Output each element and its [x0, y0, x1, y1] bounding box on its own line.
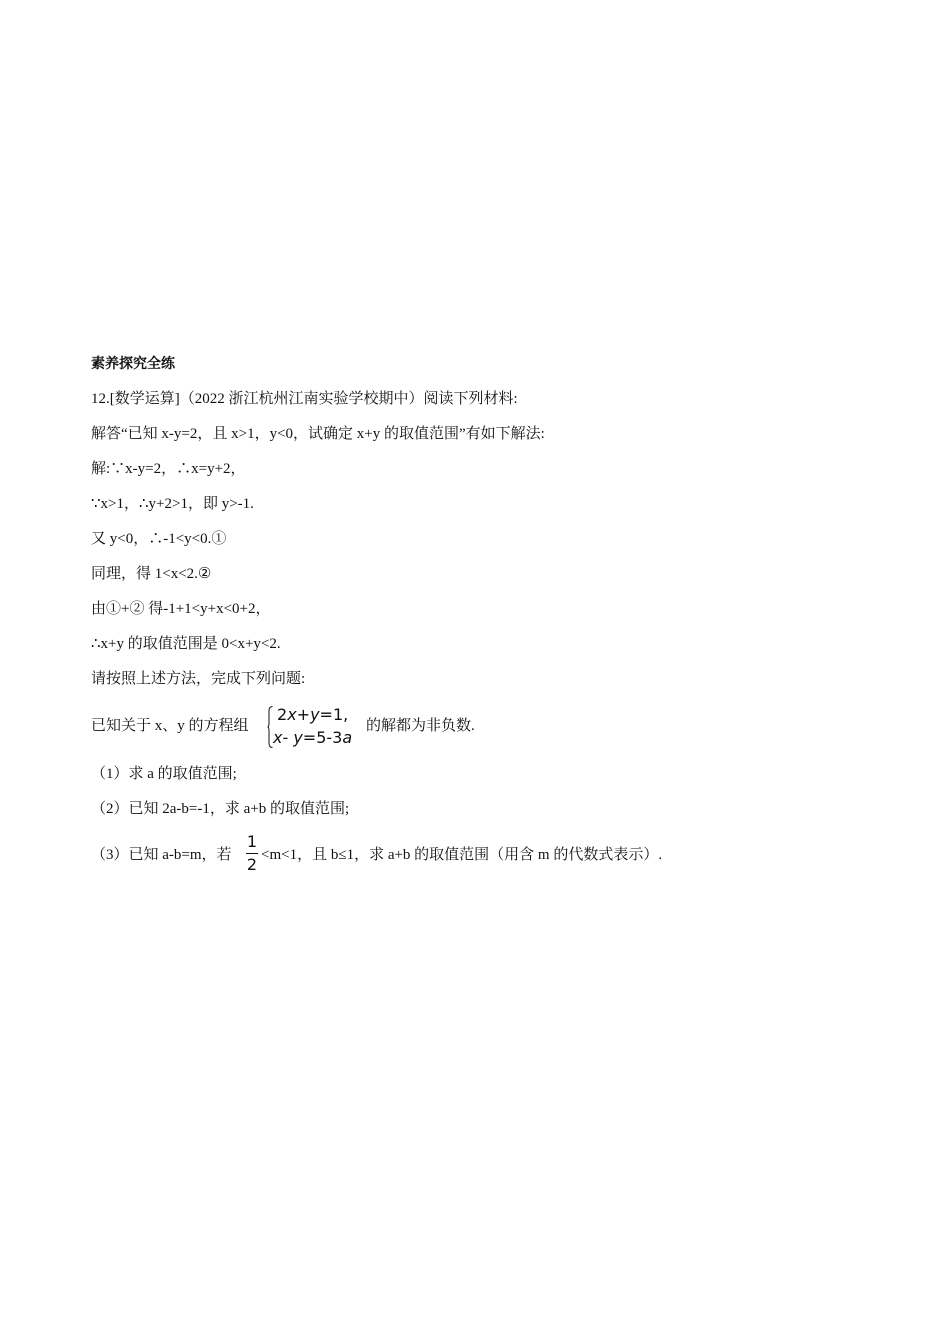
problem-intro: 12.[数学运算]（2022 浙江杭州江南实验学校期中）阅读下列材料: [91, 391, 518, 407]
solution-line: ∴x+y 的取值范围是 0<x+y<2. [91, 636, 281, 652]
equation-2: x- y=5-3a [273, 728, 353, 747]
question-3-prefix: （3）已知 a-b=m，若 [91, 847, 232, 863]
question-1: （1）求 a 的取值范围; [91, 766, 237, 782]
solution-line: 由①+② 得-1+1<y+x<0+2， [91, 601, 271, 617]
solution-line: 又 y<0，∴-1<y<0.① [91, 531, 227, 547]
section-heading: 素养探究全练 [91, 356, 175, 372]
system-suffix: 的解都为非负数. [366, 718, 475, 734]
system-prefix: 已知关于 x、y 的方程组 [91, 718, 249, 734]
question-3-suffix: <m<1，且 b≤1，求 a+b 的取值范围（用含 m 的代数式表示）. [261, 847, 663, 863]
solution-line: 同理，得 1<x<2.② [91, 566, 212, 582]
solution-line: 解答“已知 x-y=2，且 x>1，y<0，试确定 x+y 的取值范围”有如下解法: [91, 426, 545, 442]
equation-1: 2x+y=1, [277, 705, 349, 724]
solution-line: ∵x>1，∴y+2>1，即 y>-1. [91, 496, 254, 512]
instruction-line: 请按照上述方法，完成下列问题: [91, 671, 306, 687]
solution-line: 解:∵x-y=2，∴x=y+2， [91, 461, 246, 477]
question-2: （2）已知 2a-b=-1，求 a+b 的取值范围; [91, 801, 350, 817]
fraction-one-half: 1 2 [246, 832, 258, 874]
